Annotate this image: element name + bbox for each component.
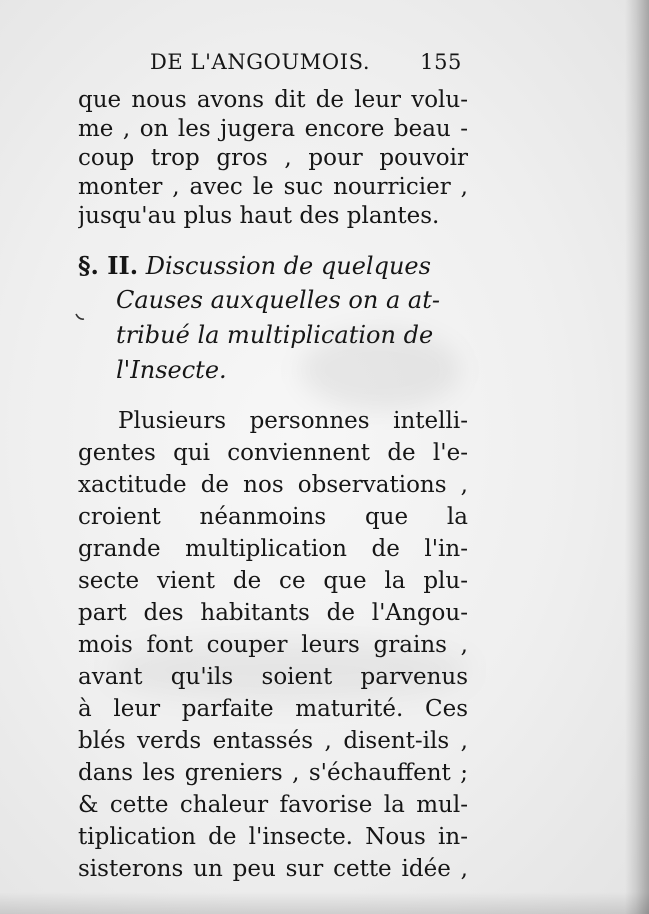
page-bottom-edge (0, 892, 649, 914)
section-number: §. II. (78, 251, 139, 280)
text-line: grande multiplication de l'in- (78, 536, 468, 562)
text-line: dans les greniers , s'échauffent ; (78, 760, 468, 786)
page-number: 155 (420, 50, 462, 74)
opening-paragraph (78, 86, 468, 231)
text-line: à leur parfaite maturité. Ces (78, 696, 468, 722)
text-line: secte vient de ce que la plu- (78, 568, 468, 594)
text-line: Plusieurs personnes intelli- (118, 408, 468, 434)
section-heading-line (78, 248, 478, 283)
text-line: mois font couper leurs grains , (78, 632, 468, 658)
text-line: sisterons un peu sur cette idée , (78, 856, 468, 882)
text-line: me , on les jugera encore beau - (78, 116, 468, 142)
text-line: jusqu'au plus haut des plantes. (78, 203, 440, 229)
text-line: coup trop gros , pour pouvoir (78, 145, 468, 171)
text-line: & cette chaleur favorise la mul- (78, 792, 468, 818)
section-heading-line: l'Insecte. (116, 356, 227, 384)
binding-shadow (625, 0, 649, 914)
section-heading (78, 248, 478, 388)
text-line: part des habitants de l'Angou- (78, 600, 468, 626)
text-line: xactitude de nos observations , (78, 472, 468, 498)
running-header (150, 50, 462, 80)
body-paragraph (78, 405, 468, 885)
section-heading-line: tribué la multiplication de (116, 321, 434, 349)
text-line: tiplication de l'insecte. Nous in- (78, 824, 468, 850)
text-line: blés verds entassés , disent-ils , (78, 728, 468, 754)
section-heading-line: Causes auxquelles on a at- (116, 286, 440, 314)
running-head-title: DE L'ANGOUMOIS. (150, 50, 371, 74)
text-line: croient néanmoins que la (78, 504, 468, 530)
text-line: avant qu'ils soient parvenus (78, 664, 468, 690)
text-line: monter , avec le suc nourricier , (78, 174, 468, 200)
text-line: que nous avons dit de leur volu- (78, 87, 468, 113)
text-line: gentes qui conviennent de l'e- (78, 440, 468, 466)
section-title-text: Discussion de quelques (145, 252, 431, 280)
